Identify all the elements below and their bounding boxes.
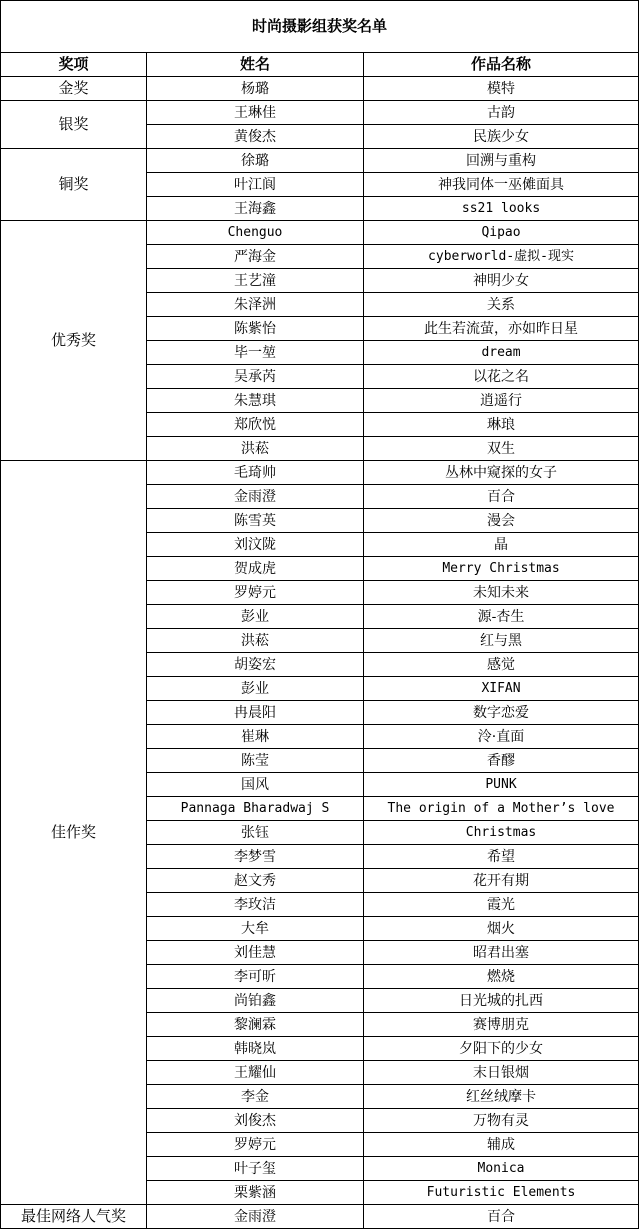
- work-cell: 逍遥行: [364, 389, 639, 413]
- name-cell: 陈紫怡: [147, 317, 364, 341]
- work-cell: 末日银烟: [364, 1061, 639, 1085]
- work-cell: 源-杏生: [364, 605, 639, 629]
- name-cell: 尚铂鑫: [147, 989, 364, 1013]
- work-cell: Futuristic Elements: [364, 1181, 639, 1205]
- name-cell: 赵文秀: [147, 869, 364, 893]
- work-cell: 燃烧: [364, 965, 639, 989]
- name-cell: 刘汶陇: [147, 533, 364, 557]
- table-row: [1, 221, 639, 245]
- name-cell: 陈雪英: [147, 509, 364, 533]
- work-cell: 夕阳下的少女: [364, 1037, 639, 1061]
- award-cell: 最佳网络人气奖: [1, 1205, 147, 1229]
- name-cell: 国风: [147, 773, 364, 797]
- work-cell: 模特: [364, 77, 639, 101]
- work-cell: 红丝绒摩卡: [364, 1085, 639, 1109]
- name-cell: 叶江阆: [147, 173, 364, 197]
- name-cell: 李金: [147, 1085, 364, 1109]
- name-cell: 罗婷元: [147, 581, 364, 605]
- award-cell: 金奖: [1, 77, 147, 101]
- name-cell: 郑欣悦: [147, 413, 364, 437]
- work-cell: 回溯与重构: [364, 149, 639, 173]
- header-row: [1, 53, 639, 77]
- work-cell: 感觉: [364, 653, 639, 677]
- name-cell: 李梦雪: [147, 845, 364, 869]
- work-cell: 花开有期: [364, 869, 639, 893]
- name-cell: 罗婷元: [147, 1133, 364, 1157]
- name-cell: Chenguo: [147, 221, 364, 245]
- work-cell: 烟火: [364, 917, 639, 941]
- name-cell: 李玫洁: [147, 893, 364, 917]
- work-cell: Merry Christmas: [364, 557, 639, 581]
- name-cell: 李可昕: [147, 965, 364, 989]
- name-cell: 崔琳: [147, 725, 364, 749]
- name-cell: 冉晨阳: [147, 701, 364, 725]
- name-cell: 彭业: [147, 605, 364, 629]
- work-cell: 神明少女: [364, 269, 639, 293]
- document-title: 时尚摄影组获奖名单: [1, 1, 639, 53]
- work-cell: XIFAN: [364, 677, 639, 701]
- work-cell: Christmas: [364, 821, 639, 845]
- name-cell: Pannaga Bharadwaj S: [147, 797, 364, 821]
- work-cell: 以花之名: [364, 365, 639, 389]
- name-cell: 洪菘: [147, 437, 364, 461]
- work-cell: 琳琅: [364, 413, 639, 437]
- work-cell: 民族少女: [364, 125, 639, 149]
- name-cell: 贺成虎: [147, 557, 364, 581]
- work-cell: 辅成: [364, 1133, 639, 1157]
- work-cell: Qipao: [364, 221, 639, 245]
- work-cell: 霞光: [364, 893, 639, 917]
- name-cell: 王海鑫: [147, 197, 364, 221]
- name-cell: 胡姿宏: [147, 653, 364, 677]
- name-cell: 彭业: [147, 677, 364, 701]
- name-cell: 杨璐: [147, 77, 364, 101]
- award-cell: 优秀奖: [1, 221, 147, 461]
- name-cell: 大牟: [147, 917, 364, 941]
- work-cell: 赛博朋克: [364, 1013, 639, 1037]
- work-cell: 日光城的扎西: [364, 989, 639, 1013]
- work-cell: 希望: [364, 845, 639, 869]
- work-cell: Monica: [364, 1157, 639, 1181]
- work-cell: cyberworld-虚拟-现实: [364, 245, 639, 269]
- work-cell: 百合: [364, 1205, 639, 1229]
- work-cell: The origin of a Mother’s love: [364, 797, 639, 821]
- name-cell: 吴承芮: [147, 365, 364, 389]
- name-cell: 毕一堃: [147, 341, 364, 365]
- work-cell: 泠·直面: [364, 725, 639, 749]
- work-cell: 神我同体一巫傩面具: [364, 173, 639, 197]
- work-cell: 百合: [364, 485, 639, 509]
- name-cell: 金雨澄: [147, 1205, 364, 1229]
- work-cell: 红与黑: [364, 629, 639, 653]
- name-cell: 叶子玺: [147, 1157, 364, 1181]
- name-cell: 毛琦帅: [147, 461, 364, 485]
- award-cell: 银奖: [1, 101, 147, 149]
- table-row: [1, 461, 639, 485]
- name-cell: 刘佳慧: [147, 941, 364, 965]
- table-row: [1, 101, 639, 125]
- table-row: [1, 1205, 639, 1229]
- name-cell: 王艺潼: [147, 269, 364, 293]
- work-cell: 丛林中窥探的女子: [364, 461, 639, 485]
- work-cell: 双生: [364, 437, 639, 461]
- work-cell: 香醪: [364, 749, 639, 773]
- name-cell: 韩晓岚: [147, 1037, 364, 1061]
- table-row: [1, 149, 639, 173]
- name-cell: 栗紫涵: [147, 1181, 364, 1205]
- name-cell: 朱慧琪: [147, 389, 364, 413]
- work-cell: 昭君出塞: [364, 941, 639, 965]
- name-cell: 刘俊杰: [147, 1109, 364, 1133]
- work-cell: 数字恋爱: [364, 701, 639, 725]
- award-cell: 铜奖: [1, 149, 147, 221]
- award-list-body: [1, 1, 639, 1229]
- work-cell: 关系: [364, 293, 639, 317]
- name-cell: 朱泽洲: [147, 293, 364, 317]
- work-cell: 晶: [364, 533, 639, 557]
- work-cell: 万物有灵: [364, 1109, 639, 1133]
- work-cell: 此生若流萤，亦如昨日星: [364, 317, 639, 341]
- name-cell: 张钰: [147, 821, 364, 845]
- award-cell: 佳作奖: [1, 461, 147, 1205]
- name-cell: 金雨澄: [147, 485, 364, 509]
- work-cell: 未知未来: [364, 581, 639, 605]
- name-cell: 王耀仙: [147, 1061, 364, 1085]
- work-cell: 漫会: [364, 509, 639, 533]
- name-cell: 黎澜霖: [147, 1013, 364, 1037]
- name-cell: 黄俊杰: [147, 125, 364, 149]
- name-cell: 洪菘: [147, 629, 364, 653]
- name-cell: 陈莹: [147, 749, 364, 773]
- header-name: 姓名: [147, 53, 364, 77]
- header-work: 作品名称: [364, 53, 639, 77]
- work-cell: 古韵: [364, 101, 639, 125]
- work-cell: dream: [364, 341, 639, 365]
- work-cell: PUNK: [364, 773, 639, 797]
- work-cell: ss21 looks: [364, 197, 639, 221]
- table-row: [1, 77, 639, 101]
- header-award: 奖项: [1, 53, 147, 77]
- name-cell: 徐璐: [147, 149, 364, 173]
- name-cell: 王琳佳: [147, 101, 364, 125]
- title-row: [1, 1, 639, 53]
- name-cell: 严海金: [147, 245, 364, 269]
